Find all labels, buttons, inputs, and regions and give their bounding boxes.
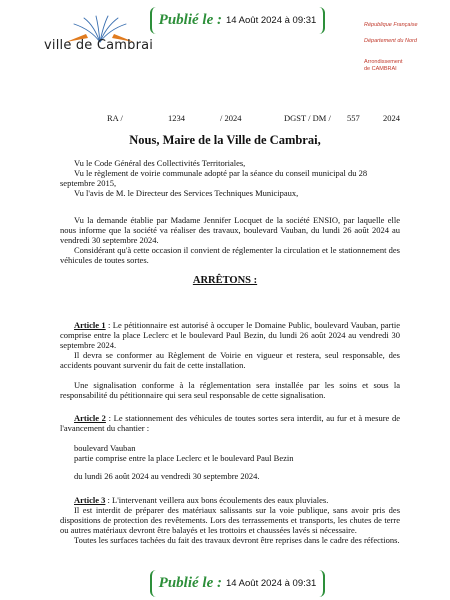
republique-label: République Française [364, 22, 418, 28]
arretons-heading [0, 275, 450, 286]
visas-block [60, 158, 400, 198]
arretons-label: ARRÊTONS : [192, 275, 258, 286]
publication-stamp-date: 14 Août 2024 à 09:31 [225, 15, 317, 26]
article-3-p2: Il est interdit de préparer des matériaux salissants sur la voie publique, sans avoir pris des dispositions de protection des revêtements. Lors des terrassements et transports, les chutes de terre ou autres matériaux devront être balayés et les trottoirs et chaussées lavés si nécessaire. [60, 505, 400, 535]
article-1-label: Article 1 [74, 320, 106, 330]
dgst-year: 2024 [383, 113, 400, 123]
dgst-label: DGST / DM / [284, 113, 331, 123]
visa-line: Vu le règlement de voirie communale adopté par la séance du conseil municipal du 28 septembre 2015, [60, 168, 368, 188]
article-2-paragraph [60, 413, 400, 433]
ra-year: / 2024 [220, 113, 242, 123]
ra-number: 1234 [168, 113, 185, 123]
article-1-paragraph [60, 320, 400, 350]
publication-stamp-date: 14 Août 2024 à 09:31 [225, 578, 317, 589]
article-1-text: : Le pétitionnaire est autorisé à occuper le Domaine Public, boulevard Vauban, partie comprise entre la place Leclerc et le boulevard Paul Bezin, du lundi 26 août 2024 au vendredi 30 septembre 2024. [60, 320, 400, 350]
article-3-p3: Toutes les surfaces tachées du fait des travaux devront être reprises dans le cadre des réfections. [74, 535, 400, 545]
reference-line [0, 113, 450, 125]
article-2-portion: partie comprise entre la place Leclerc et le boulevard Paul Bezin [74, 453, 294, 463]
visa-line: Vu l'avis de M. le Directeur des Services Techniques Municipaux, [74, 188, 299, 198]
considerant-paragraph: Vu la demande établie par Madame Jennifer Locquet de la société ENSIO, par laquelle elle nous informe que la société va réaliser des travaux, boulevard Vauban, du lundi 26 août 2024 au vendredi 30 septembre 2024. [60, 215, 400, 245]
article-2-street: boulevard Vauban [74, 443, 136, 453]
city-logo-text: ville de Cambrai [44, 38, 154, 53]
article-1-p3: Une signalisation conforme à la réglementation sera installée par les soins et sous la responsabilité du pétitionnaire qui sera seul responsable de cette signalisation. [60, 380, 400, 400]
publication-stamp-bottom [150, 570, 325, 597]
article-1 [60, 320, 400, 400]
article-3 [60, 495, 400, 545]
article-3-text: : L'intervenant veillera aux bons écoulements des eaux pluviales. [105, 495, 329, 505]
publication-stamp-label: Publié le : [158, 12, 222, 28]
article-2-dates: du lundi 26 août 2024 au vendredi 30 septembre 2024. [74, 471, 260, 481]
prefecture-block [364, 22, 448, 73]
page-title: Nous, Maire de la Ville de Cambrai, [129, 133, 321, 147]
article-3-paragraph [60, 495, 400, 505]
departement-label: Département du Nord [364, 38, 417, 44]
publication-stamp-label: Publié le : [158, 575, 222, 591]
article-2 [60, 413, 400, 481]
city-logo [44, 24, 156, 76]
visa-line: Vu le Code Général des Collectivités Territoriales, [74, 158, 246, 168]
article-2-text: : Le stationnement des véhicules de toutes sortes sera interdit, au fur et à mesure de l'avancement du chantier : [60, 413, 400, 433]
publication-stamp-top [150, 7, 325, 34]
article-1-p2: Il devra se conformer au Règlement de Voirie en vigueur et restera, seul responsable, des accidents pouvant survenir du fait de cette installation. [60, 350, 400, 370]
article-2-label: Article 2 [74, 413, 106, 423]
arrondissement-city: de CAMBRAI [364, 66, 397, 72]
considerants-block [60, 215, 400, 265]
considerant-paragraph: Considérant qu'à cette occasion il convient de réglementer la circulation et le stationnement des véhicules de toutes sortes. [60, 245, 400, 265]
dgst-number: 557 [347, 113, 360, 123]
ra-label: RA / [107, 113, 123, 123]
article-3-label: Article 3 [74, 495, 106, 505]
arrondissement-label: Arrondissement [364, 59, 403, 65]
